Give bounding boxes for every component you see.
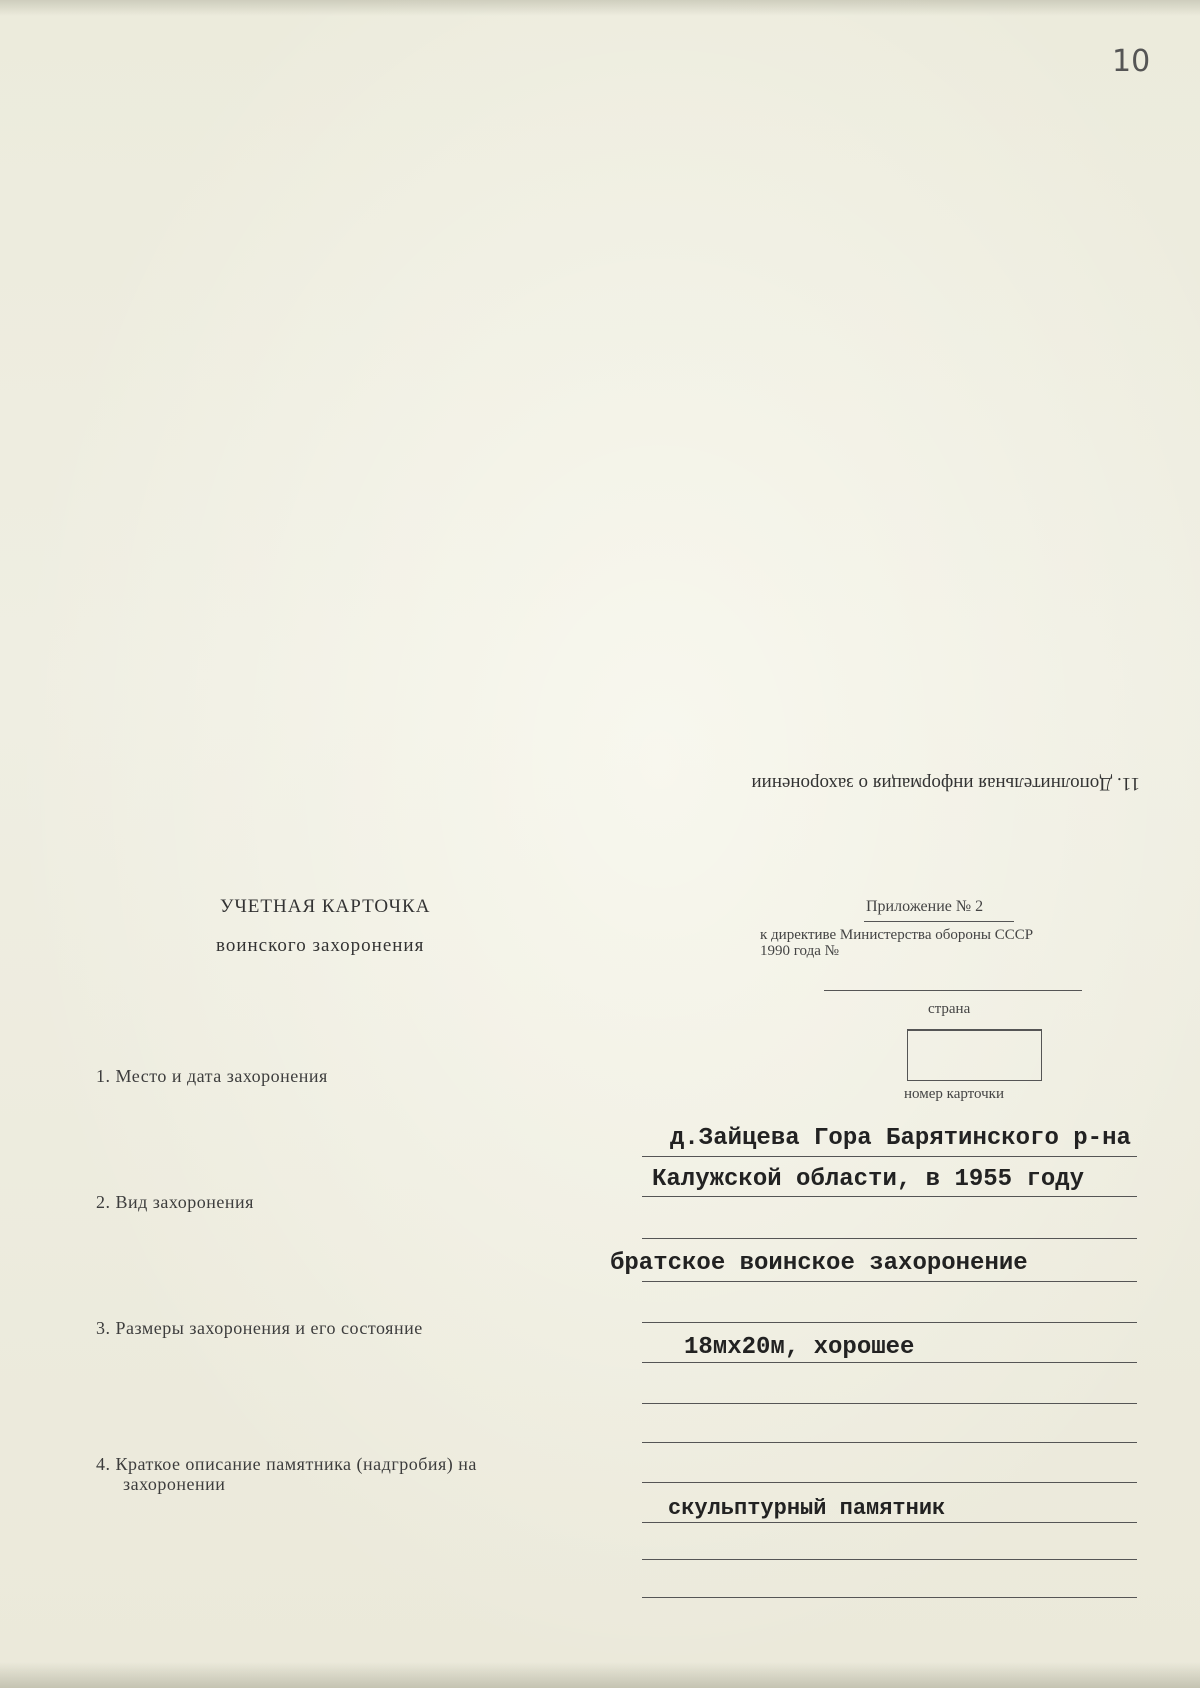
card-title: УЧЕТНАЯ КАРТОЧКА	[220, 896, 431, 917]
card-subtitle: воинского захоронения	[216, 935, 425, 956]
answer-line	[642, 1482, 1137, 1483]
appendix-line-2: 1990 года №	[760, 943, 839, 959]
page-number: 10	[1112, 44, 1151, 79]
appendix-title: Приложение № 2	[866, 898, 984, 915]
answer-line	[642, 1156, 1137, 1157]
country-label: страна	[928, 1001, 971, 1017]
answer-line	[642, 1238, 1137, 1239]
answer-line	[642, 1196, 1137, 1197]
upside-down-heading: 11. Дополнительная информация о захоронении	[751, 773, 1140, 794]
appendix-title-underline	[864, 921, 1014, 922]
answer-line	[642, 1322, 1137, 1323]
paper-bottom-edge	[0, 1662, 1200, 1688]
appendix-line-1: к директиве Министерства обороны СССР	[760, 927, 1034, 943]
card-number-box	[907, 1029, 1042, 1081]
answer-line	[642, 1362, 1137, 1363]
field-label-monument-line-2: захоронении	[123, 1474, 226, 1494]
card-number-label: номер карточки	[904, 1086, 1004, 1102]
typed-monument: скульптурный памятник	[668, 1496, 946, 1521]
typed-place-line-2: Калужской области, в 1955 году	[652, 1166, 1085, 1193]
typed-size-condition: 18мх20м, хорошее	[684, 1334, 915, 1361]
field-label-size-condition: 3. Размеры захоронения и его состояние	[96, 1318, 423, 1338]
answer-line	[642, 1403, 1137, 1404]
paper-top-edge	[0, 0, 1200, 16]
typed-burial-type: братское воинское захоронение	[610, 1250, 1028, 1277]
answer-line	[642, 1442, 1137, 1443]
answer-line	[642, 1559, 1137, 1560]
country-line	[824, 990, 1082, 991]
answer-line	[642, 1281, 1137, 1282]
field-label-monument-line-1: 4. Краткое описание памятника (надгробия) на	[96, 1454, 477, 1474]
field-label-burial-type: 2. Вид захоронения	[96, 1192, 254, 1212]
answer-line	[642, 1597, 1137, 1598]
field-label-place-date: 1. Место и дата захоронения	[96, 1066, 328, 1086]
answer-line	[642, 1522, 1137, 1523]
typed-place-line-1: д.Зайцева Гора Барятинского р-на	[670, 1125, 1131, 1152]
